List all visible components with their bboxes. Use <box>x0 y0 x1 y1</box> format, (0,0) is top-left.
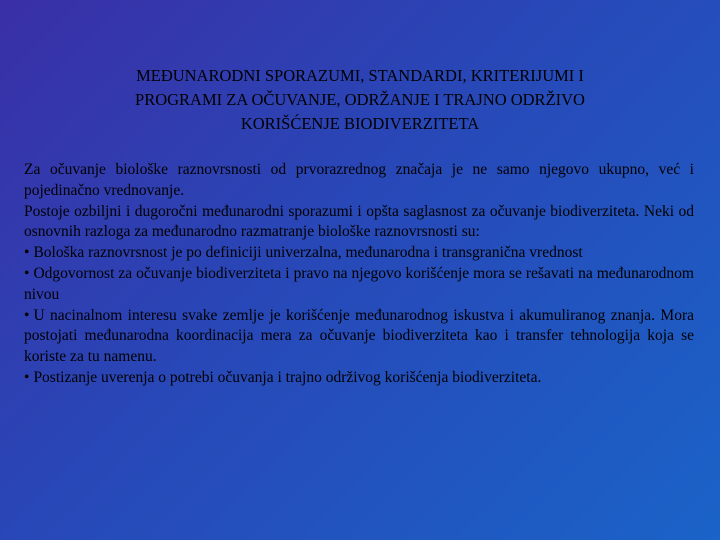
title-line-3: KORIŠĆENJE BIODIVERZITETA <box>240 114 480 133</box>
agreements-paragraph: Postoje ozbiljni i dugoročni međunarodni sporazumi i opšta saglasnost za očuvanje biodiverziteta. Neki od osnovnih razloga za međunarodno razmatranje biološke raznovrsnosti su: <box>24 202 694 241</box>
bullet-icon: • <box>24 368 30 386</box>
title-line-2: PROGRAMI ZA OČUVANJE, ODRŽANJE I TRAJNO ODRŽIVO <box>135 90 585 109</box>
bullet-text: Postizanje uverenja o potrebi očuvanja i trajno održivog korišćenja biodiverziteta. <box>33 368 542 386</box>
bullet-item-3 <box>24 306 694 368</box>
bullet-icon: • <box>24 264 30 282</box>
bullet-text: U nacinalnom interesu svake zemlje je korišćenje međunarodnog iskustva i akumuliranog znanja. Mora postojati međunarodna koordinacija mera za očuvanje biodiverziteta kao i transfer tehnologija koja se koriste za tu namenu. <box>24 306 694 366</box>
slide-body <box>24 160 694 389</box>
slide-title <box>40 64 680 136</box>
bullet-item-4 <box>24 368 694 389</box>
bullet-text: Bološka raznovrsnost je po definiciji univerzalna, međunarodna i transgranična vrednost <box>33 244 583 262</box>
title-line-1: MEĐUNARODNI SPORAZUMI, STANDARDI, KRITERIJUMI I <box>136 66 584 85</box>
bullet-text: Odgovornost za očuvanje biodiverziteta i pravo na njegovo korišćenje mora se rešavati na međunarodnom nivou <box>24 264 694 303</box>
bullet-item-2 <box>24 264 694 306</box>
bullet-item-1 <box>24 243 694 264</box>
bullet-icon: • <box>24 306 30 324</box>
bullet-icon: • <box>24 244 30 262</box>
intro-paragraph: Za očuvanje biološke raznovrsnosti od prvorazrednog značaja je ne samo njegovo ukupno, već i pojedinačno vrednovanje. <box>24 161 694 199</box>
